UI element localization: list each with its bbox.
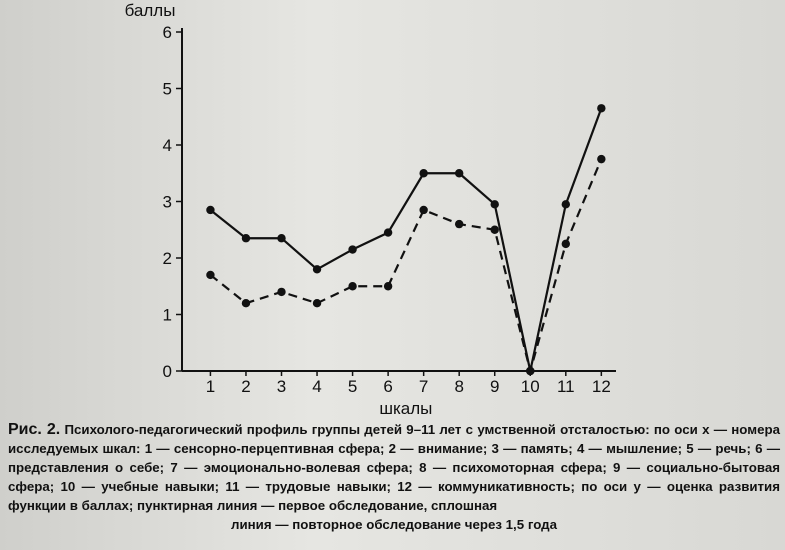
data-point-dashed (384, 282, 392, 290)
data-point-solid (206, 206, 214, 214)
data-point-solid (491, 200, 499, 208)
y-tick-label: 0 (162, 362, 172, 381)
data-point-solid (384, 228, 392, 236)
y-tick-label: 6 (162, 23, 172, 42)
x-tick-label: 10 (520, 377, 540, 396)
series-line-solid (210, 108, 601, 371)
caption-body: по оси x — номера исследуемых шкал: 1 — сенсорно-перцептивная сфера; 2 — внимание; 3 — память; 4 — мышление; 5 — речь; 6 — представления о себе; 7 — эмоционально-волевая сфера; 8 — психомоторная сфера; 9 — социально-бытовая сфера; 10 — учебные навыки; 11 — трудовые навыки; 12 — коммуникативность; по оси y — оценка развития функции в баллах; пунктирная линия — первое обследование, сплошная (8, 422, 781, 513)
data-point-solid (597, 104, 605, 112)
x-tick-label: 3 (276, 377, 287, 396)
data-point-dashed (277, 288, 285, 296)
data-point-dashed (597, 155, 605, 163)
data-point-dashed (206, 271, 214, 279)
x-tick-label: 7 (418, 377, 429, 396)
data-point-solid (242, 234, 250, 242)
x-tick-label: 1 (205, 377, 216, 396)
y-tick-label: 2 (162, 249, 172, 268)
y-tick-label: 4 (162, 136, 172, 155)
x-tick-label: 12 (591, 377, 611, 396)
data-point-dashed (562, 240, 570, 248)
x-tick-label: 8 (454, 377, 464, 396)
x-tick-label: 4 (312, 377, 322, 396)
x-tick-label: 2 (241, 377, 251, 396)
x-tick-label: 6 (383, 377, 393, 396)
x-tick-label: 9 (489, 377, 500, 396)
data-point-solid (277, 234, 285, 242)
data-point-dashed (526, 367, 534, 375)
data-point-solid (419, 169, 427, 177)
data-point-solid (455, 169, 463, 177)
figure-title: Психолого-педагогический профиль группы детей 9–11 лет с умственной отсталостью: (60, 422, 650, 437)
x-axis-title: шкалы (379, 399, 433, 418)
y-tick-label: 3 (162, 192, 172, 212)
data-point-solid (313, 265, 321, 273)
x-tick-label: 5 (347, 377, 358, 396)
data-point-dashed (491, 226, 499, 234)
series-line-dashed (210, 159, 601, 371)
data-point-solid (562, 200, 570, 208)
figure-caption (8, 420, 780, 534)
y-tick-label: 1 (162, 305, 172, 325)
data-point-dashed (348, 282, 356, 290)
data-point-dashed (419, 206, 427, 214)
data-point-dashed (455, 220, 463, 228)
y-tick-label: 5 (162, 79, 172, 99)
caption-tail: линия — повторное обследование через 1,5 года (231, 517, 557, 532)
y-axis-title: баллы (124, 1, 176, 20)
x-tick-label: 11 (556, 377, 575, 396)
data-point-solid (348, 245, 356, 253)
data-point-dashed (242, 299, 250, 307)
data-point-dashed (313, 299, 321, 307)
figure-label: Рис. 2. (8, 421, 61, 438)
